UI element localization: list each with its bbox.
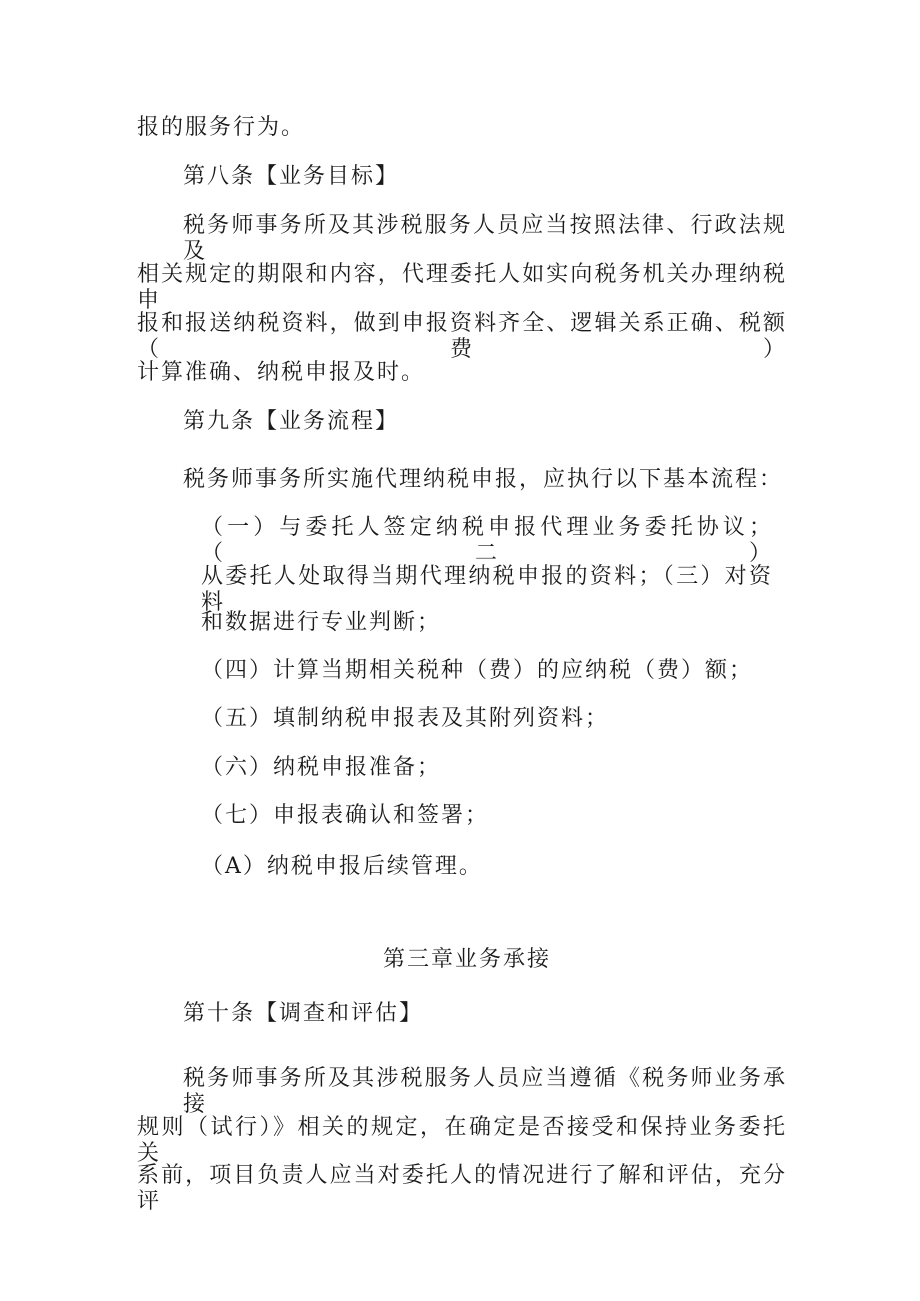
article-9-heading: 第九条【业务流程】 <box>183 409 400 434</box>
article-10-body-line-1: 税务师事务所及其涉税服务人员应当遵循《税务师业务承接 <box>183 1066 787 1117</box>
process-step-8: （A）纳税申报后续管理。 <box>201 854 483 879</box>
process-step-4: （四）计算当期相关税种（费）的应纳税（费）额； <box>201 658 754 683</box>
article-10-body-line-2: 规则（试行）》相关的规定，在确定是否接受和保持业务委托关 <box>137 1115 787 1166</box>
article-10-heading: 第十条【调查和评估】 <box>183 1001 424 1026</box>
article-8-body-line-4: 计算准确、纳税申报及时。 <box>137 360 426 385</box>
process-step-5: （五）填制纳税申报表及其附列资料； <box>201 706 610 731</box>
article-9-intro: 税务师事务所实施代理纳税申报，应执行以下基本流程： <box>183 467 784 492</box>
paragraph-line-continuation: 报的服务行为。 <box>137 115 306 140</box>
article-8-body-line-2: 相关规定的期限和内容，代理委托人如实向税务机关办理纳税申 <box>137 262 787 313</box>
process-step-line-2: 从委托人处取得当期代理纳税申报的资料；（三）对资料 <box>201 564 773 615</box>
process-step-7: （七）申报表确认和签署； <box>201 803 490 828</box>
process-step-line-3: 和数据进行专业判断； <box>201 610 442 635</box>
article-8-body-line-1: 税务师事务所及其涉税服务人员应当按照法律、行政法规及 <box>183 213 787 264</box>
article-8-body-line-3: 报和报送纳税资料，做到申报资料齐全、逻辑关系正确、税额（费） <box>137 311 787 362</box>
chapter-3-title: 第三章业务承接 <box>383 947 552 972</box>
process-step-line-1: （一）与委托人签定纳税申报代理业务委托协议；（二） <box>201 515 773 566</box>
article-8-heading: 第八条【业务目标】 <box>183 164 400 189</box>
process-step-6: （六）纳税申报准备； <box>201 755 442 780</box>
article-10-body-line-3: 系前，项目负责人应当对委托人的情况进行了解和评估，充分评 <box>137 1163 787 1214</box>
